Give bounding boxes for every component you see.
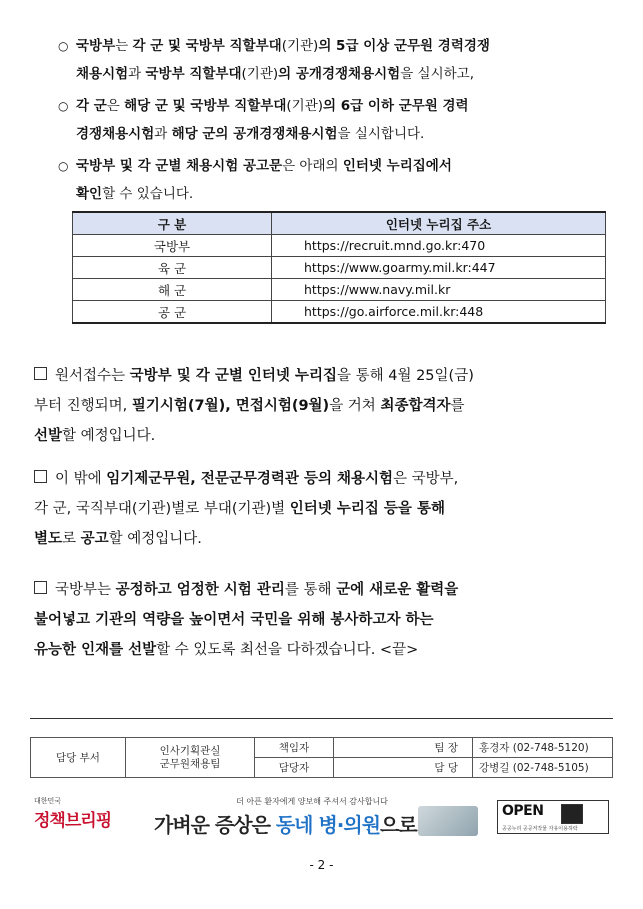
text-run: 이 밖에 [55, 471, 107, 487]
bullet-item [58, 32, 610, 88]
text-run: 로 [62, 531, 81, 547]
license-icon [561, 804, 583, 824]
text-run: 을 거쳐 [329, 398, 381, 414]
bullet-marker: ○ [58, 99, 69, 113]
bold-text: 군에 새로운 활력을 [336, 582, 459, 598]
paragraph [34, 575, 608, 665]
dept-label: 담당 부서 [31, 738, 126, 778]
text-run: 원서접수는 [55, 368, 130, 384]
text-line [34, 464, 608, 494]
policy-briefing-logo [34, 796, 124, 836]
bullet-text [76, 92, 610, 148]
role-label: 책임자 [255, 738, 334, 758]
bullet-marker: ○ [58, 159, 69, 173]
text-line [76, 32, 610, 60]
text-line [76, 92, 610, 120]
bold-text: 국방부 직할부대 [145, 66, 242, 82]
text-run: 은 [106, 98, 125, 114]
text-run: 은 국방부, [393, 471, 459, 487]
text-run: 은 아래의 [282, 158, 343, 174]
bold-text: 유능한 인재를 선발 [34, 642, 157, 658]
bold-text: 불어넣고 기관의 역량을 높이면서 국민을 위해 봉사하고자 하는 [34, 612, 434, 628]
table-row [73, 301, 606, 324]
text-line [76, 180, 610, 208]
bold-text: 의 5급 이상 군무원 경력경쟁 [318, 38, 490, 54]
col-header-category: 구 분 [73, 212, 272, 235]
text-line [34, 361, 608, 391]
person-cell: 강병길 (02-748-5105) [473, 758, 613, 778]
banner-main-b: 동네 병·의원 [275, 813, 381, 837]
person-cell: 홍경자 (02-748-5120) [473, 738, 613, 758]
bold-text: 필기시험(7월), 면접시험(9월) [131, 398, 330, 414]
text-run: 할 수 있습니다. [102, 186, 194, 202]
text-run: 을 실시하고, [400, 66, 475, 82]
text-run: 할 예정입니다. [62, 428, 156, 444]
bold-text: 각 군 [76, 98, 107, 114]
bullet-text [76, 152, 610, 208]
bold-text: 인터넷 누리집 등을 통해 [289, 501, 445, 517]
bold-text: 임기제군무원, 전문군무경력관 등의 채용시험 [106, 471, 394, 487]
logo-small-text: 대한민국 [34, 797, 62, 805]
text-line [34, 605, 608, 635]
bold-text: 최종합격자 [380, 398, 451, 414]
text-line [34, 575, 608, 605]
kogl-open-license-badge [497, 800, 609, 834]
logo-big-text: 정책브리핑 [34, 811, 112, 831]
text-run: 을 실시합니다. [337, 126, 425, 142]
bold-text: 채용시험 [76, 66, 129, 82]
bold-text: 인터넷 누리집에서 [342, 158, 452, 174]
text-run: 부터 진행되며, [34, 398, 132, 414]
text-run: 를 [450, 398, 465, 414]
text-run: 할 예정입니다. [108, 531, 202, 547]
paragraph [34, 464, 608, 554]
org-cell: 국방부 [73, 235, 272, 257]
table-row [73, 235, 606, 257]
bold-text: 해당 군의 공개경쟁채용시험 [171, 126, 338, 142]
text-run: (기관) [286, 98, 324, 114]
org-cell: 공 군 [73, 301, 272, 324]
bold-text: 확인 [76, 186, 103, 202]
url-cell[interactable]: https://www.goarmy.mil.kr:447 [272, 257, 606, 279]
role-label: 담당자 [255, 758, 334, 778]
text-run: 국방부는 [55, 582, 116, 598]
text-run: 을 통해 4월 25일(금) [337, 368, 474, 384]
text-line [34, 391, 608, 421]
bold-text: 별도 [34, 531, 63, 547]
banner-main-c: 으로 [380, 813, 417, 837]
text-line [76, 152, 610, 180]
open-text: OPEN [502, 803, 544, 819]
text-run: 과 [128, 66, 146, 82]
title-cell: 담 당 [334, 758, 473, 778]
bold-text: 국방부 [76, 38, 116, 54]
table-row [73, 257, 606, 279]
bold-text: 공정하고 엄정한 시험 관리 [115, 582, 285, 598]
bold-text: 국방부 및 각 군별 인터넷 누리집 [129, 368, 337, 384]
text-run: 할 수 있도록 최선을 다하겠습니다. <끝> [156, 642, 419, 658]
dept-line1: 인사기획관실 [159, 744, 221, 757]
url-cell[interactable]: https://www.navy.mil.kr [272, 279, 606, 301]
paragraph [34, 361, 608, 451]
page-number: - 2 - [309, 858, 334, 872]
org-cell: 육 군 [73, 257, 272, 279]
checkbox-square-icon [34, 367, 47, 380]
text-run: (기관) [281, 38, 319, 54]
bold-text: 공고 [80, 531, 109, 547]
text-line [76, 60, 610, 88]
bold-text: 의 공개경쟁채용시험 [278, 66, 401, 82]
text-line [34, 421, 608, 451]
contact-table [30, 737, 613, 778]
checkbox-square-icon [34, 470, 47, 483]
text-line [34, 635, 608, 665]
bullet-marker: ○ [58, 39, 69, 53]
dept-line2: 군무원채용팀 [159, 757, 221, 770]
campaign-banner [146, 796, 478, 836]
checkbox-square-icon [34, 581, 47, 594]
col-header-url: 인터넷 누리집 주소 [272, 212, 606, 235]
contact-row [31, 738, 613, 758]
banner-image [418, 806, 478, 836]
text-run: 각 군, 국직부대(기관)별로 부대(기관)별 [34, 501, 290, 517]
dept-name [126, 738, 255, 778]
bullet-text [76, 32, 610, 88]
banner-top-text: 더 아픈 환자에게 양보해 주셔서 감사합니다 [236, 797, 388, 806]
bullet-item [58, 92, 610, 148]
bold-text: 경쟁채용시험 [76, 126, 155, 142]
bullet-item [58, 152, 610, 208]
bold-text: 선발 [34, 428, 63, 444]
table-row [73, 279, 606, 301]
open-subtext: 공공누리 공공저작물 자유이용허락 [502, 826, 578, 832]
text-run: (기관) [241, 66, 279, 82]
text-line [34, 494, 608, 524]
bold-text: 의 6급 이하 군무원 경력 [323, 98, 469, 114]
banner-main-a: 가벼운 증상은 [154, 813, 276, 837]
url-cell[interactable]: https://recruit.mnd.go.kr:470 [272, 235, 606, 257]
text-run: 를 통해 [284, 582, 337, 598]
text-line [34, 524, 608, 554]
bold-text: 국방부 및 각 군별 채용시험 공고문 [76, 158, 283, 174]
bold-text: 해당 군 및 국방부 직할부대 [124, 98, 287, 114]
website-table [72, 211, 606, 324]
title-cell: 팀 장 [334, 738, 473, 758]
table-header-row [73, 212, 606, 235]
footer-divider [30, 718, 613, 719]
url-cell[interactable]: https://go.airforce.mil.kr:448 [272, 301, 606, 324]
bold-text: 각 군 및 국방부 직할부대 [132, 38, 282, 54]
text-run: 과 [154, 126, 172, 142]
org-cell: 해 군 [73, 279, 272, 301]
text-line [76, 120, 610, 148]
text-run: 는 [115, 38, 133, 54]
